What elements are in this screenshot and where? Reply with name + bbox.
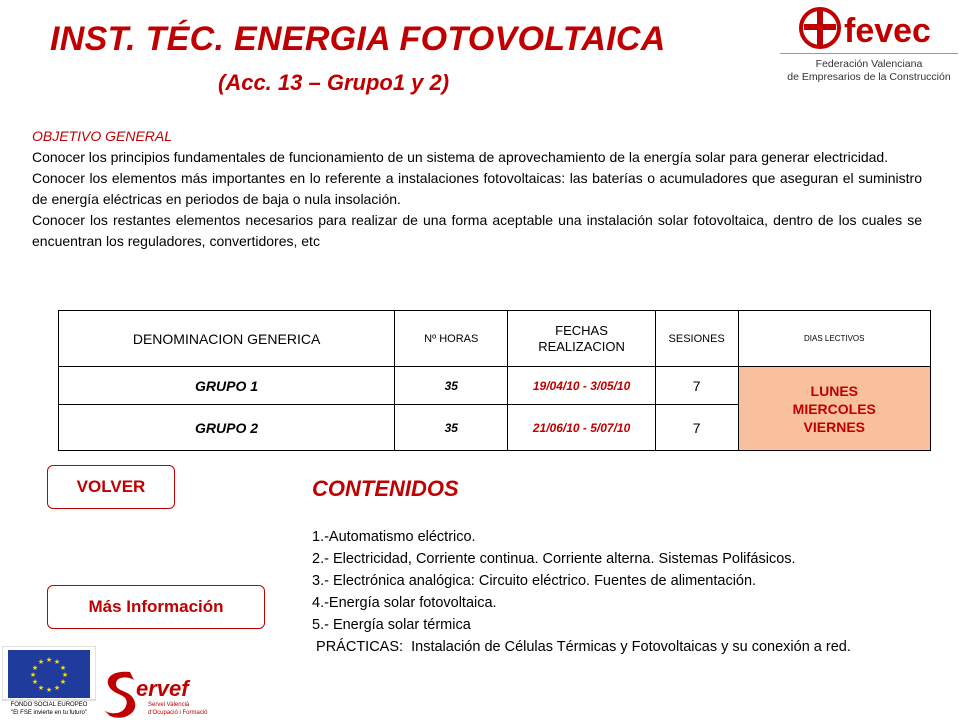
group-hours: 35 [395,367,508,405]
eu-flag-logo [2,646,96,720]
group-hours: 35 [395,405,508,451]
servef-caption-line1: Servei Valencià [148,702,190,708]
svg-text:★: ★ [29,671,37,679]
day-label: MIERCOLES [792,400,876,417]
svg-text:★: ★ [37,658,45,666]
more-info-button[interactable]: Más Información [47,585,265,629]
servef-caption-line2: d'Ocupació i Formació [148,710,208,716]
list-item: 5.- Energía solar térmica [312,617,471,633]
day-label: VIERNES [803,418,865,435]
logo-divider [780,53,958,54]
col-header-days: DIAS LECTIVOS [738,311,930,367]
group-dates: 21/06/10 - 5/07/10 [508,405,655,451]
svg-text:★: ★ [31,664,39,672]
objective-paragraph: Conocer los principios fundamentales de funcionamiento de un sistema de aprovechamiento de la energía solar para generar electricidad. [32,149,889,165]
svg-text:★: ★ [31,678,39,686]
contents-list [312,526,851,658]
contents-heading: CONTENIDOS [312,476,459,501]
col-header-sessions: SESIONES [655,311,738,367]
col-header-name: DENOMINACION GENERICA [59,311,395,367]
list-item: PRÁCTICAS: Instalación de Células Térmicas y Fotovoltaicas y su conexión a red. [312,639,851,655]
eu-caption: FONDO SOCIAL EUROPEO [10,702,88,708]
col-header-dates: FECHAS REALIZACION [508,311,655,367]
objective-paragraph: Conocer los restantes elementos necesarios para realizar de una forma aceptable una instalación solar fotovoltaica, dentro de los cuales se encuentran los reguladores, convertidores, etc [32,212,922,249]
servef-logo [100,666,220,720]
svg-text:★: ★ [45,686,53,694]
list-item: 2.- Electricidad, Corriente continua. Corriente alterna. Sistemas Polifásicos. [312,551,796,567]
servef-wordmark: ervef [136,676,189,701]
table-row [59,367,931,405]
logo-wordmark: fevec [844,12,931,50]
svg-text:★: ★ [53,684,61,692]
svg-text:★: ★ [53,658,61,666]
group-name: GRUPO 2 [59,405,395,451]
eu-slogan: "El FSE invierte en tu futuro" [11,710,87,716]
objective-section [32,126,922,252]
back-button[interactable]: VOLVER [47,465,175,509]
list-item: 3.- Electrónica analógica: Circuito eléctrico. Fuentes de alimentación. [312,573,757,589]
teaching-days [738,367,930,451]
col-header-hours: Nº HORAS [395,311,508,367]
day-label: LUNES [810,382,858,399]
svg-text:★: ★ [45,656,53,664]
course-table [58,310,931,451]
table-header-row [59,311,931,367]
svg-text:★: ★ [59,678,67,686]
group-sessions: 7 [655,367,738,405]
svg-text:★: ★ [37,684,45,692]
group-dates: 19/04/10 - 3/05/10 [508,367,655,405]
fevec-logo [780,4,958,52]
logo-caption-line2: de Empresarios de la Construcción [787,71,951,83]
svg-text:★: ★ [61,671,69,679]
group-sessions: 7 [655,405,738,451]
objective-heading: OBJETIVO GENERAL [32,128,173,144]
group-name: GRUPO 1 [59,367,395,405]
list-item: 1.-Automatismo eléctrico. [312,529,476,545]
svg-text:★: ★ [59,664,67,672]
logo-caption-line1: Federación Valenciana [815,58,923,70]
list-item: 4.-Energía solar fotovoltaica. [312,595,497,611]
objective-paragraph: Conocer los elementos más importantes en lo referente a instalaciones fotovoltaicas: las baterías o acumuladores que aseguran el suministro de energía eléctricas en periodos de baja o nula insolación. [32,170,922,207]
page-title: INST. TÉC. ENERGIA FOTOVOLTAICA [50,20,666,58]
page-subtitle: (Acc. 13 – Grupo1 y 2) [218,70,450,95]
